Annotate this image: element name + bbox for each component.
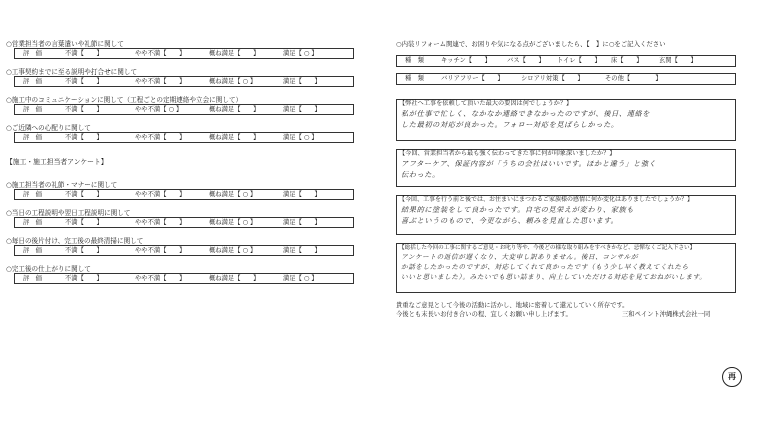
handwritten-answer-line: 喜ぶというのもので、今更ながら、頼みを見直した思います。 [401,216,619,225]
rating-somewhat-dissatisfied: やや不満【 】 [135,134,186,141]
type-header: 種 類 [405,75,424,82]
rating-row-6 [14,217,354,228]
rating-satisfied: 満足【 ○ 】 [283,134,318,141]
rating-header: 評 価 [23,134,42,141]
rating-somewhat-dissatisfied: やや不満【 】 [135,191,186,198]
type-row-2 [396,73,736,85]
type-kitchen: キッチン【 】 [441,57,491,64]
answer-box-feelings [396,195,736,235]
rating-somewhat-dissatisfied: やや不満【 】 [135,50,186,57]
rating-satisfied: 満足【 】 [283,106,321,113]
reissue-stamp: 再 [722,367,742,387]
rating-satisfied: 満足【 ○ 】 [283,275,318,282]
rating-somewhat-dissatisfied: やや不満【 】 [135,275,186,282]
rating-somewhat-dissatisfied: やや不満【 ○ 】 [135,106,183,113]
handwritten-answer-line: か話をしたかったのですが、対応してくれて良かったです（もう少し早く教えてくれたら [401,263,689,271]
type-header: 種 類 [405,57,424,64]
rating-somewhat-dissatisfied: やや不満【 】 [135,219,186,226]
question-cleanup: ○毎日の後片付け、完工後の最終清掃に関して [6,237,144,245]
rating-header: 評 価 [23,247,42,254]
footer-message-row [396,310,744,319]
question-sales-manners: ○営業担当者の言葉遣いや礼節に関して [6,40,124,48]
question-worker-manners: ○施工担当者の礼節・マナーに関して [6,181,118,189]
answer-box-general-feedback [396,243,736,293]
rating-dissatisfied: 不満【 】 [65,106,103,113]
question-renovation-concerns: ○内装リフォーム関連で、お困りや気になる点がございましたら、【 】に○をご記入ください [396,40,666,48]
rating-row-7 [14,245,354,256]
answer-box-reason [396,99,736,141]
footer-message-2: 今後とも末長いお付き合いの程、宜しくお願い申し上げます。 [396,311,572,318]
type-termite: シロアリ対策【 】 [521,75,584,82]
handwritten-answer-line: した最初の対応が良かった。フォロー対応を見ばらしかった。 [401,120,619,129]
handwritten-answer-line: いいと思いました）。みたいでも思い詰まり、向上していただける対応を見ておねがいします。 [401,273,707,281]
rating-mostly-satisfied: 概ね満足【 ○ 】 [209,78,257,85]
rating-dissatisfied: 不満【 】 [65,78,103,85]
handwritten-answer-line: 伝わった。 [401,170,440,179]
rating-satisfied: 満足【 】 [283,247,321,254]
question-general-feedback: 【総括した今回の工事に関するご意見・お叱り等や、今後どの様な取り組みをすべきかなど、忌憚なくご記入下さい】 [399,245,696,251]
rating-row-8 [14,273,354,284]
company-signature: 三和ペイント沖縄株式会社一同 [622,311,711,318]
rating-header: 評 価 [23,50,42,57]
type-entrance: 玄関【 】 [659,57,697,64]
rating-dissatisfied: 不満【 】 [65,134,103,141]
question-neighbor-care: ○ご近隣への心配りに関して [6,124,91,132]
rating-satisfied: 満足【 】 [283,78,321,85]
rating-header: 評 価 [23,219,42,226]
rating-mostly-satisfied: 概ね満足【 ○ 】 [209,219,257,226]
rating-mostly-satisfied: 概ね満足【 】 [209,50,260,57]
answer-box-impression [396,149,736,187]
rating-satisfied: 満足【 】 [283,219,321,226]
rating-header: 評 価 [23,106,42,113]
rating-mostly-satisfied: 概ね満足【 ○ 】 [209,247,257,254]
rating-somewhat-dissatisfied: やや不満【 】 [135,247,186,254]
type-row-1 [396,55,736,67]
rating-header: 評 価 [23,275,42,282]
rating-header: 評 価 [23,78,42,85]
rating-dissatisfied: 不満【 】 [65,219,103,226]
question-contract-explanation: ○工事契約までに至る説明や打合せに関して [6,68,138,76]
rating-dissatisfied: 不満【 】 [65,50,103,57]
handwritten-answer-line: 私が仕事で忙しく、なかなか連絡できなかったのですが、後日、連絡を [401,109,651,118]
type-bath: バス【 】 [507,57,545,64]
footer-message-1: 貴重なご意見として今後の活動に活かし、地域に密着して還元していく所存です。 [396,302,629,309]
rating-mostly-satisfied: 概ね満足【 】 [209,134,260,141]
right-column [392,40,744,319]
rating-satisfied: 満足【 】 [283,191,321,198]
rating-row-4 [14,132,354,143]
handwritten-answer-line: 結果的に塗装をして良かったです。自宅の見栄えが変わり、家族も [401,205,635,214]
question-reason: 【弊社へ工事を依頼して頂いた最大の要因は何でしょうか？】 [399,100,573,107]
type-barrier-free: バリアフリー【 】 [441,75,504,82]
question-finish-quality: ○完工後の仕上がりに関して [6,265,91,273]
rating-header: 評 価 [23,191,42,198]
rating-mostly-satisfied: 概ね満足【 ○ 】 [209,191,257,198]
type-floor: 床【 】 [611,57,643,64]
left-column [6,40,358,284]
type-toilet: トイレ【 】 [557,57,601,64]
rating-somewhat-dissatisfied: やや不満【 】 [135,78,186,85]
rating-dissatisfied: 不満【 】 [65,191,103,198]
rating-row-2 [14,76,354,87]
question-communication: ○施工中のコミュニケーションに関して（工程ごとの定期連絡や立会に関して） [6,96,243,104]
section-title-construction: 【施工・施工担当者アンケート】 [6,158,108,166]
rating-row-3 [14,104,354,115]
rating-row-1 [14,48,354,59]
handwritten-answer-line: アンケートの返信が遅くなり、大変申し訳ありません。後日、コンサルが [401,253,639,261]
handwritten-answer-line: アフターケア、保証内容が「うちの会社はいいです。ほかと違う」と強く [401,159,657,168]
rating-row-5 [14,189,354,200]
question-impression: 【今回、営業担当者から最も強く伝わってきた事に何が印象深いましたか？】 [399,150,616,157]
rating-dissatisfied: 不満【 】 [65,275,103,282]
question-process-explanation: ○当日の工程説明や翌日工程説明に関して [6,209,131,217]
rating-dissatisfied: 不満【 】 [65,247,103,254]
question-feelings: 【今回、工事を行う前と後では、お住まいにまつわるご家族様の感情に何か変化はありましたでしょうか？】 [399,196,694,203]
rating-satisfied: 満足【 ○ 】 [283,50,318,57]
rating-mostly-satisfied: 概ね満足【 】 [209,106,260,113]
type-other: その他【 】 [605,75,662,82]
rating-mostly-satisfied: 概ね満足【 】 [209,275,260,282]
